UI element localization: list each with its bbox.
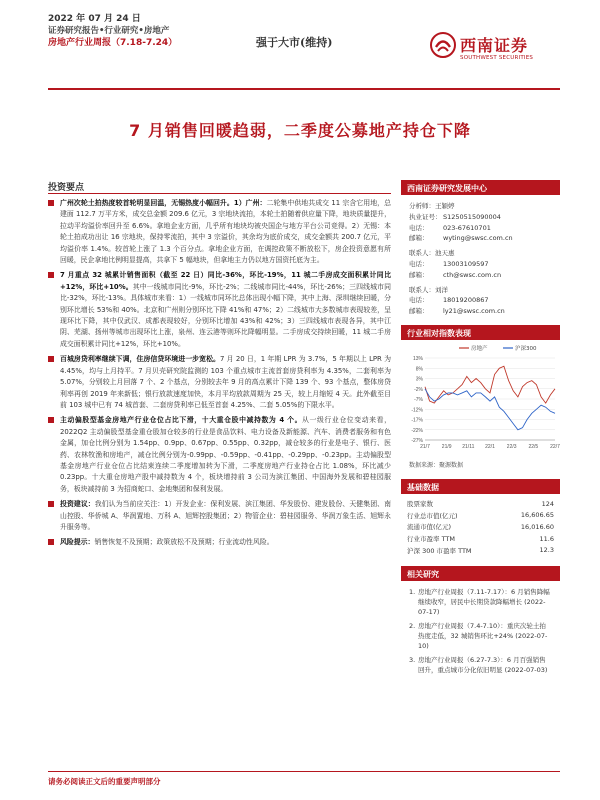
table-value: 16,016.60 bbox=[520, 522, 554, 531]
x-tick-label: 22/5 bbox=[528, 443, 539, 450]
table-row bbox=[401, 510, 560, 522]
related-item[interactable] bbox=[409, 621, 552, 651]
chart-source: 数据来源：聚源数据 bbox=[409, 461, 464, 469]
key-point-body: 销售恢复不及预期；政策放松不及预期；行业流动性风险。 bbox=[94, 538, 274, 547]
x-tick-label: 21/11 bbox=[462, 443, 475, 450]
x-tick-label: 22/3 bbox=[506, 443, 517, 450]
related-list bbox=[401, 581, 560, 675]
company-logo bbox=[430, 30, 560, 70]
related-research-box bbox=[401, 566, 560, 675]
table-key: 沪深 300 市盈率 TTM bbox=[407, 546, 472, 555]
table-value: 11.6 bbox=[539, 534, 554, 543]
detail-value: 13003109597 bbox=[443, 259, 489, 268]
key-point-lead: 风险提示： bbox=[60, 538, 95, 547]
index-chart-box bbox=[401, 325, 560, 471]
detail-key: 邮箱： bbox=[409, 234, 429, 243]
table-row bbox=[401, 498, 560, 510]
detail-key: 邮箱： bbox=[409, 270, 429, 279]
legend-label: 沪深300 bbox=[515, 345, 537, 352]
analyst-name: 分析师：王颖婷 bbox=[409, 202, 455, 210]
key-point-lead: 投资建议： bbox=[60, 500, 95, 509]
detail-key: 邮箱： bbox=[409, 307, 429, 316]
section-divider bbox=[48, 193, 391, 194]
key-point-lead: 百城房贷利率继续下调，住房信贷环境进一步宽松。 bbox=[60, 355, 220, 364]
detail-value: S1250515090004 bbox=[443, 212, 501, 221]
rating-label: 强于大市(维持) bbox=[256, 36, 333, 49]
analyst-detail bbox=[409, 212, 552, 223]
detail-value: 18019200867 bbox=[443, 296, 489, 305]
item-text: 房地产行业周报（7.4-7.10）：重庆次轮土拍热度走低，32 城销售环比+24% (2022-07-10) bbox=[418, 621, 548, 650]
key-point bbox=[48, 354, 391, 411]
bullet-icon bbox=[48, 272, 54, 278]
table-row bbox=[401, 544, 560, 556]
y-tick-label: -22% bbox=[411, 427, 423, 434]
section-label: 投资要点 bbox=[48, 183, 85, 193]
email-link[interactable]: ly21@swsc.com.cn bbox=[443, 307, 505, 316]
key-point-body: 我们认为当前应关注：1）开发企业：保利发展、滨江集团、华发股份、建发股份、天健集团、南山控股、华侨城 A、华润置地、万科 A、旭辉控股集团；2）物管企业：碧桂园服务、华润万象生活、旭辉永升服务等。 bbox=[60, 500, 391, 531]
basic-data-box bbox=[401, 479, 560, 556]
x-tick-label: 22/1 bbox=[485, 443, 495, 450]
sidebar bbox=[401, 180, 560, 679]
y-tick-label: -12% bbox=[411, 407, 423, 414]
series-line-0 bbox=[425, 366, 555, 403]
key-point-body: 其中一线城市同比-9%，环比-2%；二线城市同比-44%，环比-26%；三四线城市同比-32%，环比-13%。具体城市来看：1）一线城市同环比总体出现小幅下降，其中上海、深圳继续回暖，分别环比增长 53%和 40%。北京和广州则分别环比下降 41%和 47%；2）二线城市大多数城市表现较差，呈现环比下降，其中仅武汉、成都表现较好，分别环比增加 43%和 42%；3）三四线城市表现各异，其中江阴、芜湖、扬州等城市出现环比上涨，泉州、连云港等则环比降幅明显。二手房成交持续回暖，11 城二手房成交面积累计同比+12%，环比+10%。 bbox=[60, 282, 391, 348]
table-key: 行业总市值(亿元) bbox=[407, 511, 458, 520]
key-point-lead: 7 月重点 32 城累计销售面积（截至 22 日）同比-36%，环比-19%，11 城二手房成交面积累计同比+12%，环比+10%。 bbox=[60, 271, 391, 291]
table-value: 124 bbox=[541, 499, 554, 508]
y-tick-label: 8% bbox=[415, 366, 423, 373]
relative-index-chart bbox=[401, 340, 560, 458]
key-point bbox=[48, 270, 391, 350]
analyst-list bbox=[401, 195, 560, 321]
logo-text-en: SOUTHWEST SECURITIES bbox=[460, 55, 534, 61]
header-meta bbox=[48, 13, 177, 49]
analyst-detail bbox=[409, 233, 552, 244]
analyst-detail bbox=[409, 270, 552, 281]
footer-divider bbox=[48, 771, 560, 772]
x-tick-label: 21/7 bbox=[420, 443, 430, 450]
header-divider bbox=[48, 88, 560, 90]
legend-label: 房地产 bbox=[471, 345, 488, 352]
bullet-icon bbox=[48, 417, 54, 423]
bullet-icon bbox=[48, 356, 54, 362]
related-header: 相关研究 bbox=[401, 566, 560, 581]
item-text: 房地产行业周报（6.27-7.3）：6 月百强销售回升，重点城市分化依旧明显 (2022-07-03) bbox=[418, 655, 548, 674]
y-tick-label: -27% bbox=[411, 437, 423, 444]
analyst-detail bbox=[409, 295, 552, 306]
report-date: 2022 年 07 月 24 日 bbox=[48, 14, 141, 24]
team-header: 西南证券研究发展中心 bbox=[401, 180, 560, 195]
y-tick-label: -17% bbox=[411, 417, 423, 424]
contact-name: 联系人：池天惠 bbox=[409, 249, 455, 258]
key-point bbox=[48, 198, 391, 266]
key-point-lead: 广州次轮土拍热度较首轮明显回温，无锡热度小幅回升。1）广州： bbox=[60, 199, 267, 207]
item-number: 3. bbox=[409, 655, 416, 664]
analyst-detail bbox=[409, 306, 552, 317]
bullet-icon bbox=[48, 539, 54, 545]
detail-key: 电话： bbox=[409, 259, 429, 268]
chart-header: 行业相对指数表现 bbox=[401, 325, 560, 340]
analyst-detail bbox=[409, 223, 552, 234]
related-item[interactable] bbox=[409, 655, 552, 675]
table-value: 16,606.65 bbox=[520, 511, 554, 520]
table-row bbox=[401, 521, 560, 533]
detail-key: 电话： bbox=[409, 296, 429, 305]
x-tick-label: 21/9 bbox=[441, 443, 452, 450]
report-title: 7 月销售回暖趋弱，二季度公募地产持仓下降 bbox=[129, 121, 471, 140]
key-point-body: 7 月 20 日，1 年期 LPR 为 3.7%，5 年期以上 LPR 为 4.45%，均与上月持平。7 月贝壳研究院监测的 103 个重点城市主流首套房贷利率为 4.35%，二套利率为 5.07%，分别较上月回落 7 个、2 个基点，分别较去年 9 月的高点累计下降 139 个、93 个基点，整体房贷利率再创 2019 年来新低；银行放款速度加快，本月平均放款周期为 25 天，较上月缩短 4 天。此外截至目前 103 城中已有 74 城首套、二套房贷利率已低至首套 4.25%、二套 5.05%的下限水平。 bbox=[60, 355, 391, 409]
footer-disclaimer: 请务必阅读正文后的重要声明部分 bbox=[48, 777, 161, 786]
contact-name: 联系人：刘洋 bbox=[409, 285, 448, 294]
y-tick-label: -2% bbox=[414, 386, 423, 393]
bullet-icon bbox=[48, 501, 54, 507]
key-point bbox=[48, 415, 391, 495]
basic-data-table bbox=[401, 498, 560, 556]
key-points bbox=[48, 198, 391, 553]
key-point-body: 从一级行业仓位变动来看，2022Q2 主动偏股型基金重仓股加仓较多的行业是食品饮料、电力设备及新能源、汽车、消费者服务和有色金属，加仓比例分别为 1.54pp、0.9pp、0.67pp、0.55pp、0.32pp，减仓较多的行业是电子、银行、医药、农林牧渔和房地产，减仓比例分别为-0.99pp、-0.59pp、-0.41pp、-0.29pp、-0.23pp。主动偏股型基金房地产行业仓位占比结束连续二季度增加转为下滑，二季度房地产行业持仓占比 1.08%，环比减少 0.23pp。十大重仓房地产股中减持数为 4 个，板块增持前 3 公司为滨江集团、中国海外发展和碧桂园服务，板块减持前 3 为招商蛇口、金地集团和保利发展。 bbox=[60, 416, 391, 493]
table-key: 股票家数 bbox=[407, 500, 433, 509]
item-number: 2. bbox=[409, 621, 416, 630]
item-number: 1. bbox=[409, 587, 416, 596]
detail-key: 执业证号： bbox=[409, 212, 442, 221]
y-tick-label: -7% bbox=[414, 396, 423, 403]
related-item[interactable] bbox=[409, 587, 552, 617]
logo-mark-icon bbox=[430, 32, 456, 58]
analyst-detail bbox=[409, 259, 552, 270]
x-tick-label: 22/7 bbox=[550, 443, 560, 450]
email-link[interactable]: cth@swsc.com.cn bbox=[443, 270, 502, 279]
y-tick-label: 13% bbox=[412, 355, 423, 362]
table-key: 行业市盈率 TTM bbox=[407, 535, 456, 544]
line-chart bbox=[401, 340, 560, 458]
logo-text-cn: 西南证券 bbox=[460, 36, 529, 55]
item-text: 房地产行业周报（7.11-7.17）：6 月销售降幅继续收窄，居民中长期贷款降幅增长 (2022-07-17) bbox=[418, 587, 550, 616]
table-value: 12.3 bbox=[539, 546, 554, 555]
key-point bbox=[48, 537, 391, 548]
email-link[interactable]: wyting@swsc.com.cn bbox=[443, 234, 513, 243]
key-point-lead: 主动偏股型基金房地产行业仓位占比下滑，十大重仓股中减持数为 4 个。 bbox=[60, 416, 303, 425]
report-category: 证券研究报告•行业研究•房地产 bbox=[48, 26, 170, 36]
detail-value: 023-67610701 bbox=[443, 223, 491, 232]
bullet-icon bbox=[48, 200, 54, 206]
detail-key: 电话： bbox=[409, 223, 429, 232]
table-key: 流通市值(亿元) bbox=[407, 523, 452, 532]
key-point-body: 二轮集中供地共成交 11 宗含它用地，总建面 112.7 万平方米，成交总金额 209.6 亿元，3 宗地块流拍，本轮土拍随着供应量下降，地块质量提升，拉动平均溢价率回升至 6.6%。拿地企业方面，几乎所有地块均被央国企与地方平台公司竞得。2）无锡：本轮土拍成功出让 16 宗地块，保持零流拍，其中 3 宗溢价，其余均为底价成交，成交金额共 200.7 亿元，平均溢价率 1.4%。较首轮上涨了 1.3 个百分点。拿地企业方面，在调控政策不断放松下，房企投资意愿有所回暖，民企拿地比例明显提高，共拿下 5 幅地块，但拿地主力仍以地方国资托底为主。 bbox=[60, 199, 391, 265]
table-row bbox=[401, 533, 560, 545]
basic-header: 基础数据 bbox=[401, 479, 560, 494]
key-point bbox=[48, 499, 391, 533]
y-tick-label: 3% bbox=[415, 376, 423, 383]
report-series: 房地产行业周报（7.18-7.24） bbox=[48, 38, 178, 48]
